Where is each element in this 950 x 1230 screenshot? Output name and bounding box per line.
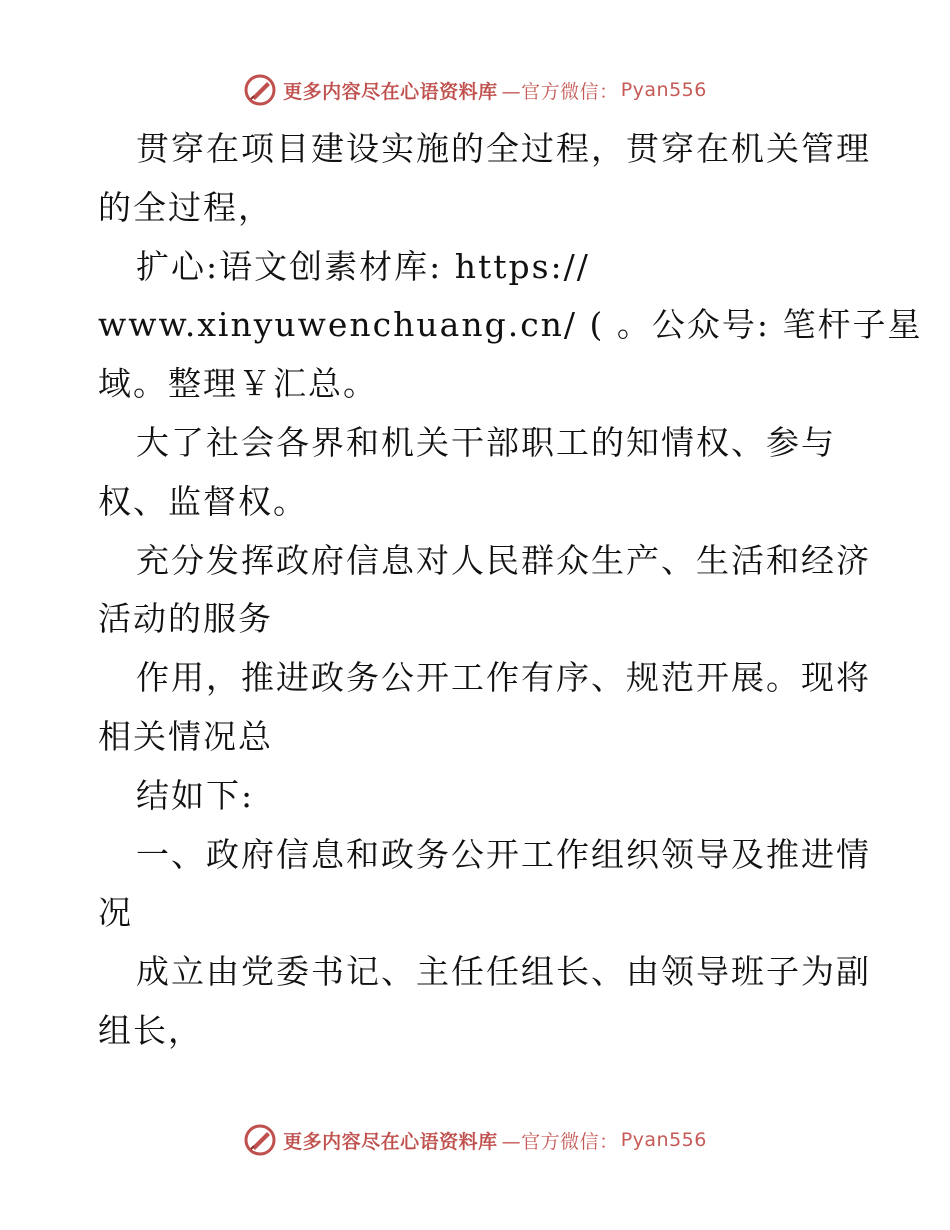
header-wechat-id: Pyan556: [620, 79, 707, 101]
body-line: 大了社会各界和机关干部职工的知情权、参与: [136, 422, 836, 462]
body-line: 扩心:语文创素材库: https://: [136, 246, 590, 286]
footer-separator: —官方微信：: [501, 1130, 619, 1153]
body-line: 作用，推进政务公开工作有序、规范开展。现将: [136, 658, 871, 698]
body-line: 成立由党委书记、主任任组长、由领导班子为副: [136, 952, 871, 992]
footer-wechat-id: Pyan556: [620, 1129, 707, 1151]
footer-banner: [0, 1120, 950, 1160]
body-line: 组长，: [98, 1010, 203, 1050]
body-line: 充分发挥政府信息对人民群众生产、生活和经济: [136, 540, 871, 580]
footer-brand: 更多内容尽在心语资料库: [283, 1130, 498, 1153]
body-line: 权、监督权。: [98, 481, 308, 521]
body-line: 贯穿在项目建设实施的全过程，贯穿在机关管理: [136, 129, 871, 168]
section-heading-line: 一、政府信息和政务公开工作组织领导及推进情: [136, 834, 871, 874]
body-line: www.xinyuwenchuang.cn/ ( 。公众号: 笔杆子星: [98, 305, 923, 345]
header-brand: 更多内容尽在心语资料库: [283, 80, 498, 103]
quill-logo-icon: [243, 1123, 277, 1157]
section-heading-line: 况: [98, 893, 133, 933]
header-separator: —官方微信：: [501, 80, 619, 103]
quill-logo-icon: [243, 73, 277, 107]
body-line: 的全过程，: [98, 187, 273, 227]
body-line: 活动的服务: [98, 599, 273, 639]
body-line: 结如下:: [136, 775, 255, 815]
body-line: 域。整理￥汇总。: [98, 364, 378, 404]
header-banner: [0, 70, 950, 110]
document-body: [98, 120, 923, 1061]
body-line: 相关情况总: [98, 716, 273, 756]
